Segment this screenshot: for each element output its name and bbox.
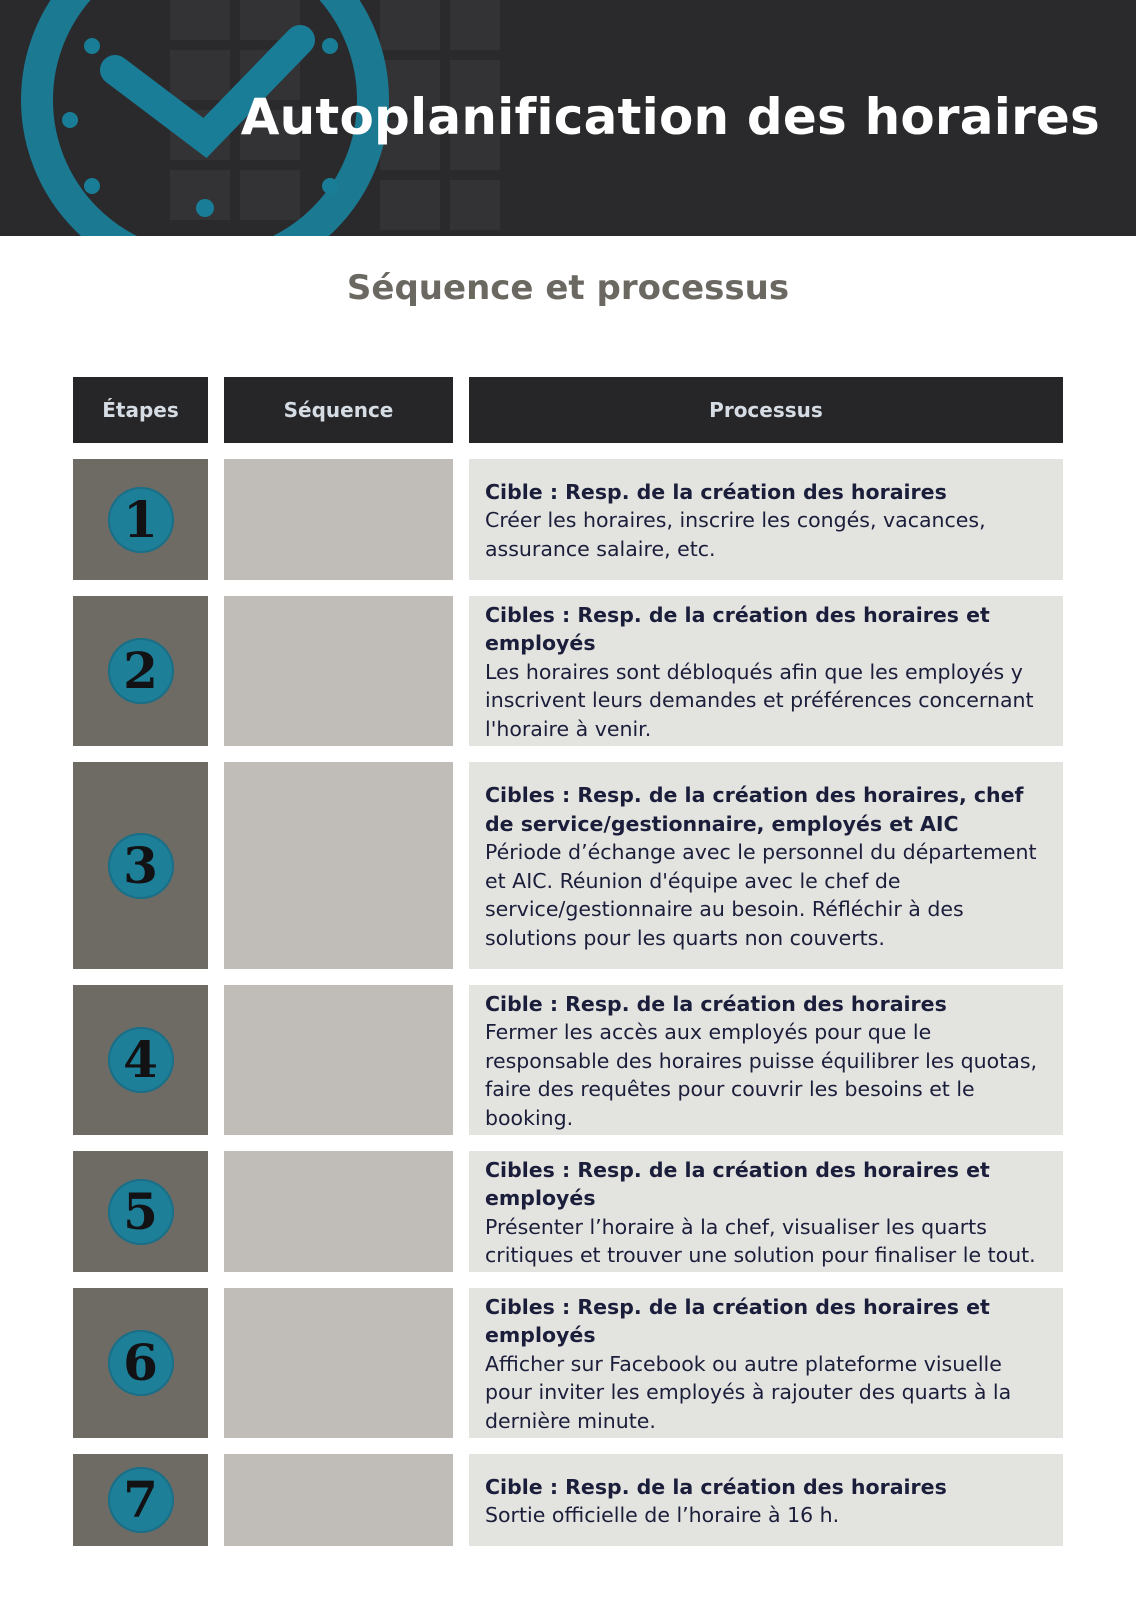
step-number-badge: 7 xyxy=(108,1467,174,1533)
step-number-badge: 5 xyxy=(108,1179,174,1245)
process-target: Cibles : Resp. de la création des horaires et employés xyxy=(485,1157,990,1210)
process-target: Cibles : Resp. de la création des horaires et employés xyxy=(485,1294,990,1348)
step-number-badge: 1 xyxy=(108,487,174,553)
table-row xyxy=(73,1288,1063,1438)
section-subtitle: Séquence et processus xyxy=(346,268,790,308)
process-description: Fermer les accès aux employés pour que le responsable des horaires puisse équilibrer les quotas, faire des requêtes pour couvrir les besoins et le booking. xyxy=(485,1020,1038,1130)
process-target: Cibles : Resp. de la création des horaires, chef de service/gestionnaire, employés et AIC xyxy=(485,783,1024,836)
step-number-badge: 6 xyxy=(108,1330,174,1396)
process-cell xyxy=(469,985,1063,1135)
process-cell xyxy=(469,596,1063,746)
step-cell xyxy=(73,596,208,746)
process-description: Période d’échange avec le personnel du département et AIC. Réunion d'équipe avec le chef de service/gestionnaire au besoin. Réfléchir à des solutions pour les quarts non couverts. xyxy=(485,840,1037,950)
sequence-cell xyxy=(224,1454,453,1546)
process-description: Sortie officielle de l’horaire à 16 h. xyxy=(485,1503,840,1527)
sequence-cell xyxy=(224,596,453,746)
sequence-cell xyxy=(224,1288,453,1438)
process-description: Présenter l’horaire à la chef, visualiser les quarts critiques et trouver une solution pour finaliser le tout. xyxy=(485,1214,1036,1267)
column-header-steps: Étapes xyxy=(73,377,208,443)
step-cell xyxy=(73,1151,208,1272)
step-number-badge: 3 xyxy=(108,833,174,899)
process-description: Les horaires sont débloqués afin que les employés y inscrivent leurs demandes et préférences concernant l'horaire à venir. xyxy=(485,659,1034,741)
table-row xyxy=(73,459,1063,580)
process-target: Cible : Resp. de la création des horaires xyxy=(485,479,947,504)
process-cell xyxy=(469,1454,1063,1546)
process-cell xyxy=(469,1288,1063,1438)
process-target: Cibles : Resp. de la création des horaires et employés xyxy=(485,602,990,656)
process-target: Cible : Resp. de la création des horaires xyxy=(485,1474,947,1499)
step-cell xyxy=(73,1454,208,1546)
table-row xyxy=(73,985,1063,1135)
table-row xyxy=(73,762,1063,969)
column-header-sequence: Séquence xyxy=(224,377,453,443)
process-table xyxy=(73,377,1063,1562)
process-description: Afficher sur Facebook ou autre plateforme visuelle pour inviter les employés à rajouter des quarts à la dernière minute. xyxy=(485,1351,1012,1433)
sequence-cell xyxy=(224,985,453,1135)
page-title: Autoplanification des horaires xyxy=(240,88,1100,146)
sequence-cell xyxy=(224,762,453,969)
step-cell xyxy=(73,985,208,1135)
process-cell xyxy=(469,1151,1063,1272)
process-cell xyxy=(469,459,1063,580)
sequence-cell xyxy=(224,1151,453,1272)
step-cell xyxy=(73,459,208,580)
header-banner xyxy=(0,0,1136,236)
process-cell xyxy=(469,762,1063,969)
process-description: Créer les horaires, inscrire les congés, vacances, assurance salaire, etc. xyxy=(485,508,986,561)
column-header-process: Processus xyxy=(469,377,1063,443)
step-number-badge: 4 xyxy=(108,1027,174,1093)
table-row xyxy=(73,1151,1063,1272)
table-row xyxy=(73,1454,1063,1546)
table-header-row xyxy=(73,377,1063,443)
step-cell xyxy=(73,1288,208,1438)
step-number-badge: 2 xyxy=(108,638,174,704)
sequence-cell xyxy=(224,459,453,580)
table-row xyxy=(73,596,1063,746)
step-cell xyxy=(73,762,208,969)
process-target: Cible : Resp. de la création des horaires xyxy=(485,991,947,1016)
